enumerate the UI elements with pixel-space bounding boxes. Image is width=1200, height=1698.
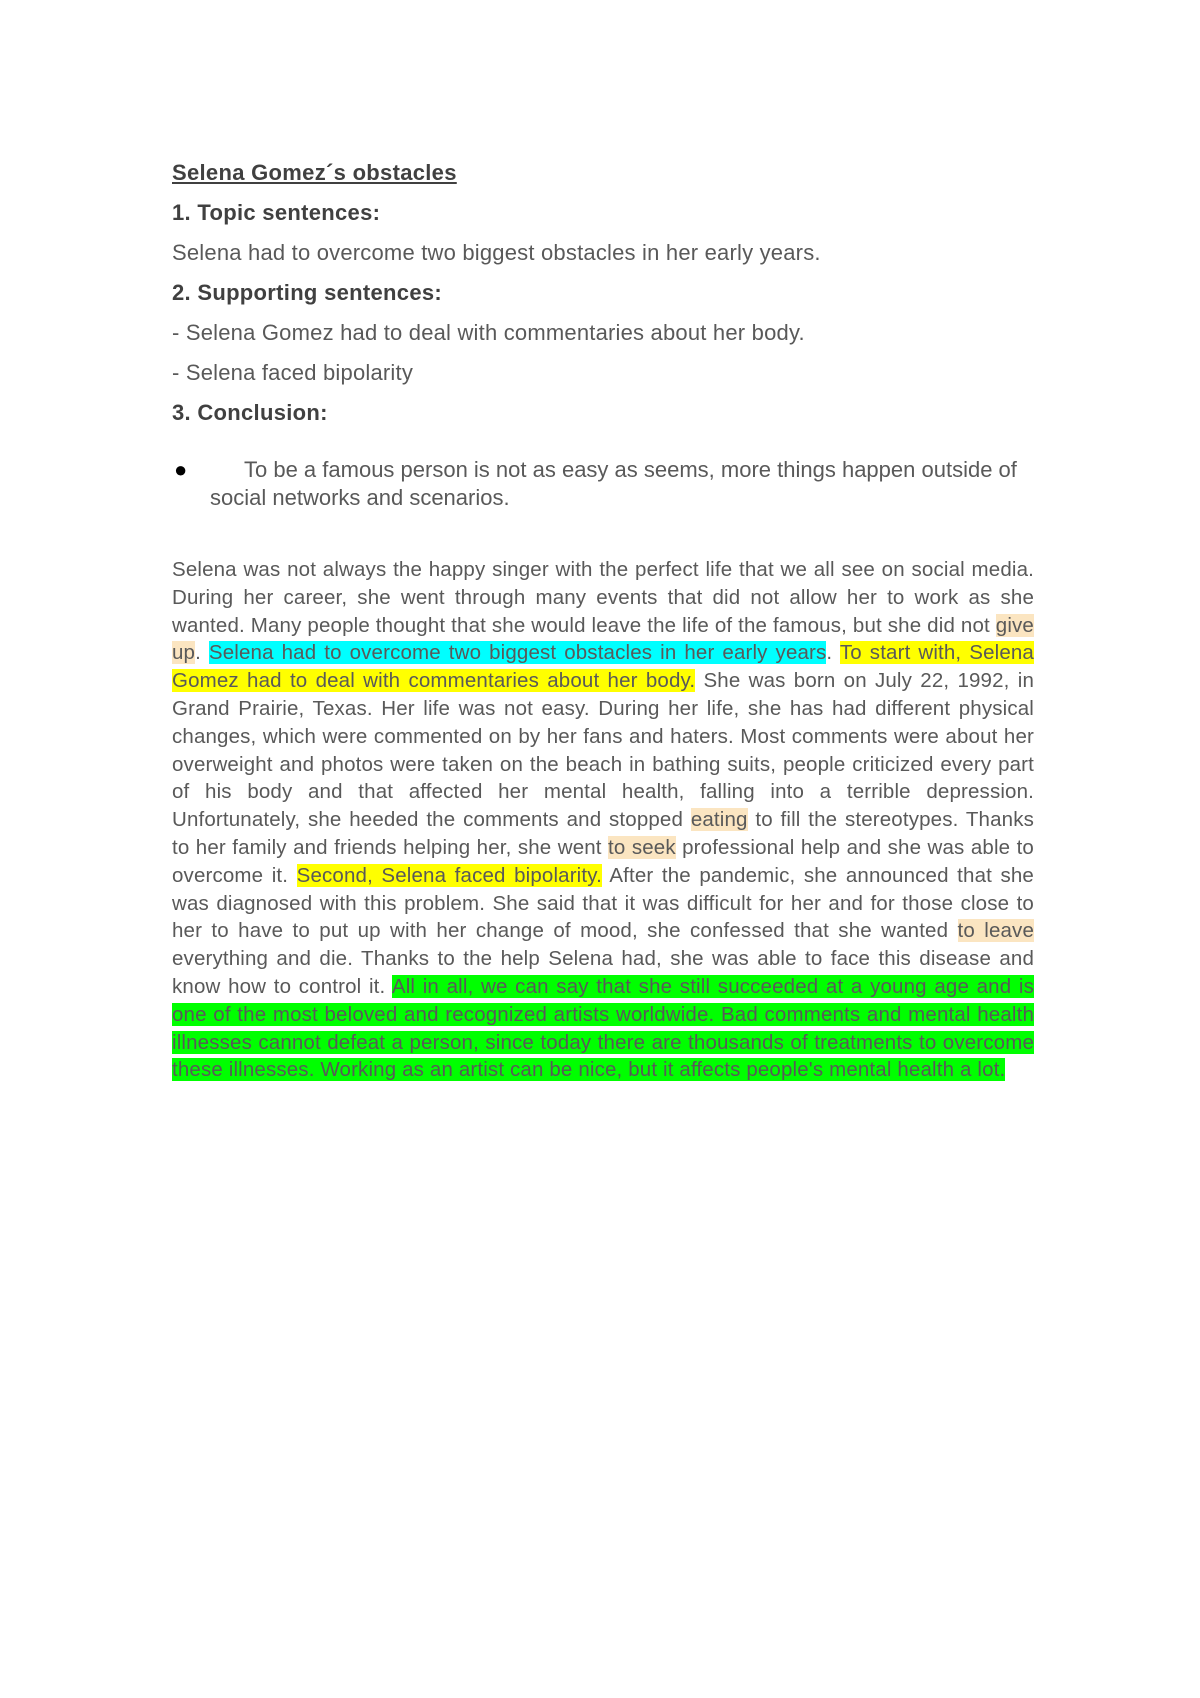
paragraph-text: She was born on July 22, 1992, in Grand Prairie, Texas. Her life was not easy. During her life, she has had different physical changes, which were commented on by her fans and haters. Most comments were about her overweight and photos were taken on the beach in bathing suits, people criticized every part of his body and that affected her mental health, falling into a terrible depression. Unfortunately, she heeded the comments and stopped xyxy=(172,669,1034,832)
section-heading-conclusion: 3. Conclusion: xyxy=(172,400,328,425)
paragraph-text: everything and die. Thanks to the help Selena had, she was able to face this disease and know how to control it. xyxy=(172,947,1034,998)
document-title: Selena Gomez´s obstacles xyxy=(172,160,457,185)
paragraph-text: Selena was not always the happy singer with the perfect life that we all see on social media. During her career, she went through many events that did not allow her to work as she wanted. Many people thought that she would leave the life of the famous, but she did not xyxy=(172,558,1034,637)
paragraph-text: professional help and she was able to overcome it. xyxy=(172,835,1034,887)
highlight-vocabulary: to leave xyxy=(957,919,1034,943)
section-heading-supporting: 2. Supporting sentences: xyxy=(172,280,443,305)
highlight-conclusion: All in all, we can say that she still succeeded at a young age and is one of the most beloved and recognized artists worldwide. Bad comments and mental health illnesses cannot defeat a person, since today there are thousands of treatments to overcome these illnesses. Working as an artist can be nice, but it affects people's mental health a lot. xyxy=(172,974,1034,1082)
conclusion-bullet-text: To be a famous person is not as easy as seems, more things happen outside of social networks and scenarios. xyxy=(210,457,1017,510)
highlight-vocabulary: to seek xyxy=(608,835,676,859)
paragraph-text: to fill the stereotypes. Thanks to her family and friends helping her, she went xyxy=(172,808,1034,859)
paragraph-text: After the pandemic, she announced that she was diagnosed with this problem. She said that it was difficult for her and for those close to her to have to put up with her change of mood, she confessed that she wanted xyxy=(172,863,1034,943)
highlight-supporting-sentence-1: To start with, Selena Gomez had to deal with commentaries about her body. xyxy=(172,641,1034,693)
section-heading-topic: 1. Topic sentences: xyxy=(172,200,381,225)
conclusion-bullet-item xyxy=(172,456,1034,512)
document-content xyxy=(172,160,1034,1105)
essay-paragraph xyxy=(172,556,1034,1084)
paragraph-text: . xyxy=(195,641,209,665)
supporting-sentence-1: - Selena Gomez had to deal with commentaries about her body. xyxy=(172,320,805,345)
highlight-topic-sentence: Selena had to overcome two biggest obstacles in her early years xyxy=(208,641,827,665)
highlight-vocabulary: eating xyxy=(690,808,748,832)
highlight-supporting-sentence-2: Second, Selena faced bipolarity. xyxy=(296,863,602,887)
paragraph-text: . xyxy=(826,641,840,665)
topic-sentence: Selena had to overcome two biggest obstacles in her early years. xyxy=(172,240,821,265)
highlight-vocabulary: give up xyxy=(172,613,1034,665)
supporting-sentence-2: - Selena faced bipolarity xyxy=(172,360,414,385)
bullet-icon: ● xyxy=(174,457,188,482)
